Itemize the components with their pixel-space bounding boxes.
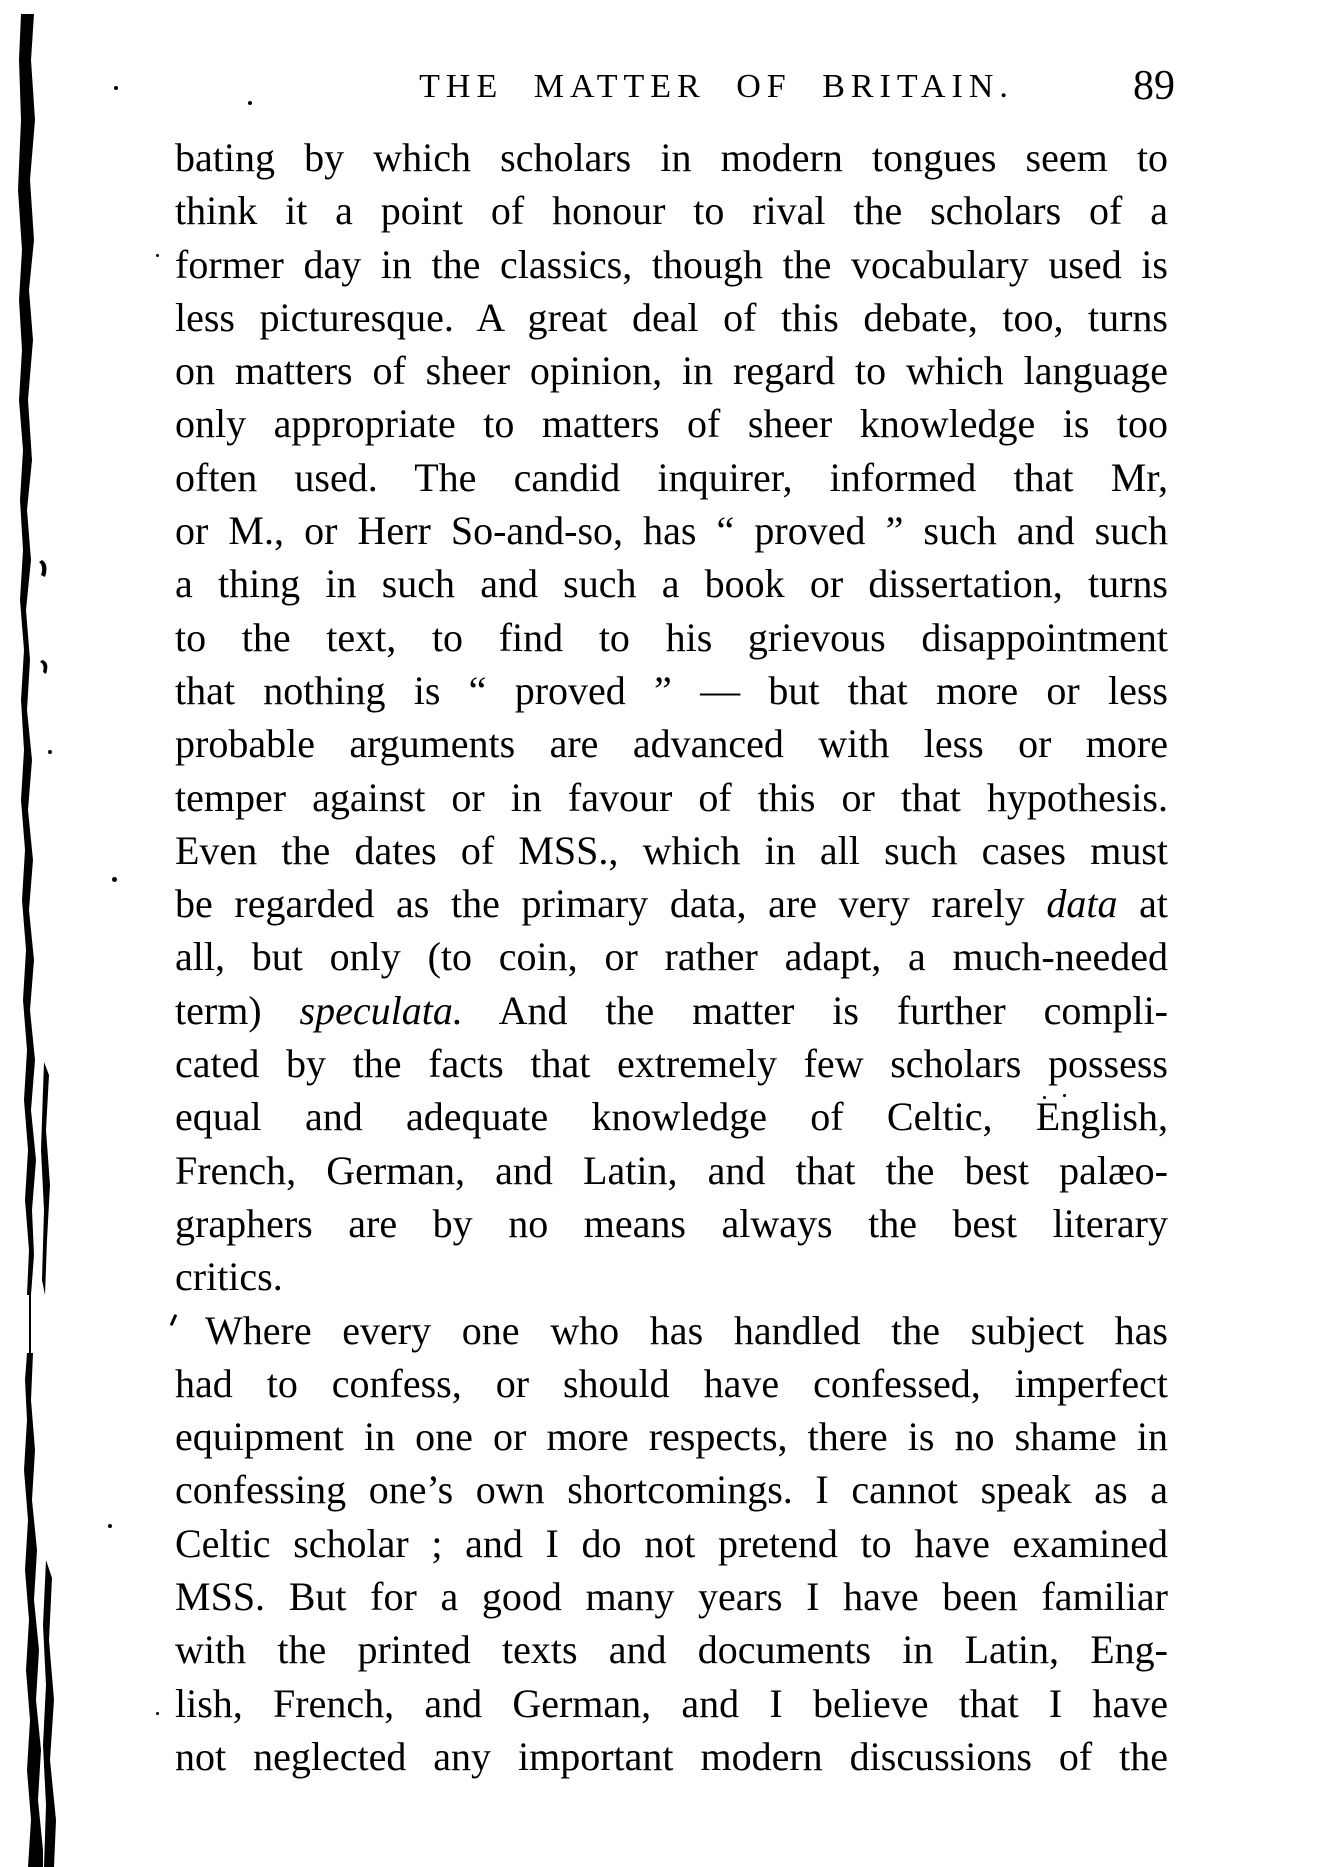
text-line: be regarded as the primary data, are very rarely data at [175,881,1168,927]
text-line: graphers are by no means always the best literary [175,1200,1168,1246]
text-line: a thing in such and such a book or dissertation, turns [175,561,1168,607]
text-line: on matters of sheer opinion, in regard to which language [175,348,1168,394]
text-line: that nothing is “ proved ” — but that more or less [175,667,1168,713]
text-line: with the printed texts and documents in Latin, Eng- [175,1627,1168,1673]
text-line: Celtic scholar ; and I do not pretend to have examined [175,1520,1168,1566]
running-header: THE MATTER OF BRITAIN. [419,68,1014,105]
text-line: think it a point of honour to rival the scholars of a [175,188,1168,234]
text-line: or M., or Herr So-and-so, has “ proved ” such and such [175,508,1168,554]
text-line: French, German, and Latin, and that the best palæo- [175,1147,1168,1193]
scan-speck [156,254,159,257]
text-line: to the text, to find to his grievous disappointment [175,614,1168,660]
text-line: confessing one’s own shortcomings. I cannot speak as a [175,1467,1168,1513]
text-line: MSS. But for a good many years I have been familiar [175,1574,1168,1620]
scan-speck [48,750,52,754]
text-line: less picturesque. A great deal of this debate, too, turns [175,294,1168,340]
text-line: had to confess, or should have confessed, imperfect [175,1360,1168,1406]
text-line: often used. The candid inquirer, informed that Mr, [175,454,1168,500]
scan-speck [112,877,117,882]
body-text [175,131,1168,1783]
page-number: 89 [1133,63,1175,109]
text-line: equipment in one or more respects, there is no shame in [175,1414,1168,1460]
text-line: cated by the facts that extremely few scholars possess [175,1041,1168,1087]
scan-speck [108,1524,112,1528]
text-line: Even the dates of MSS., which in all such cases must [175,827,1168,873]
text-line: all, but only (to coin, or rather adapt, a much-needed [175,934,1168,980]
text-line: term) speculata. And the matter is further compli- [175,987,1169,1033]
scan-gutter-artifact [0,0,70,1867]
text-line: equal and adequate knowledge of Celtic, English, [175,1094,1168,1140]
text-line: temper against or in favour of this or that hypothesis. [175,774,1168,820]
scan-speck [114,86,118,90]
text-line: bating by which scholars in modern tongues seem to [175,135,1168,180]
text-line: not neglected any important modern discussions of the [175,1733,1168,1779]
text-line: former day in the classics, though the vocabulary used is [175,241,1168,287]
text-line: only appropriate to matters of sheer knowledge is too [175,401,1168,447]
text-line: Where every one who has handled the subject has [205,1307,1168,1353]
scan-speck [156,1712,159,1715]
text-line: lish, French, and German, and I believe that I have [175,1680,1168,1726]
text-line: probable arguments are advanced with less or more [175,721,1168,767]
text-line: critics. [175,1254,283,1300]
